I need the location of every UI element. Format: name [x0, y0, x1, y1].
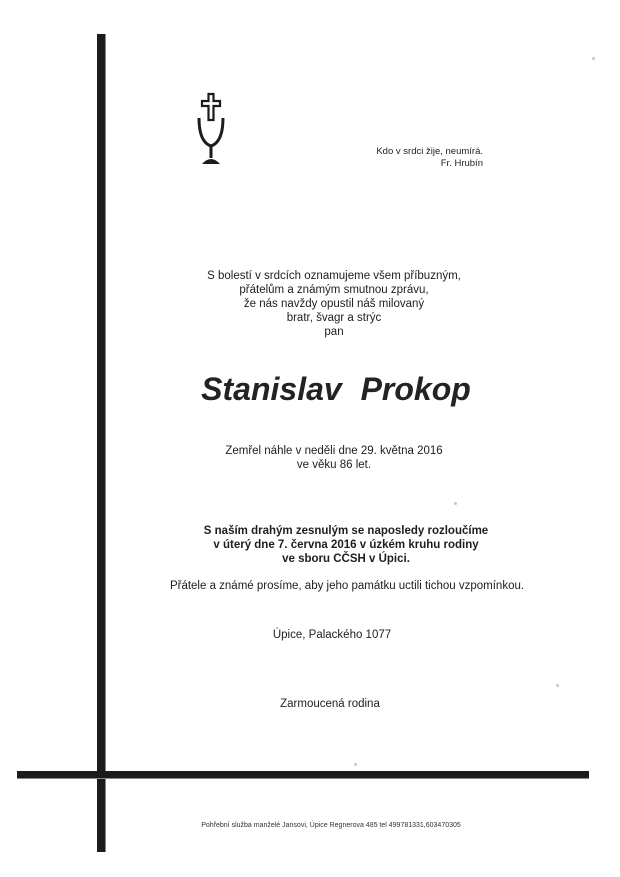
- signature-text: Zarmoucená rodina: [280, 698, 380, 710]
- mourning-vertical-bar: [97, 34, 105, 852]
- quote-text: Kdo v srdci žije, neumírá.: [376, 146, 483, 157]
- announcement-line: bratr, švagr a strýc: [286, 312, 382, 324]
- funeral-service-footer: Pohřební služba manželé Jansovi, Úpice Regnerova 485 tel 499781331,603470305: [201, 822, 461, 829]
- farewell-line: v úterý dne 7. června 2016 v úzkém kruhu rodiny: [213, 539, 479, 551]
- death-line: Zemřel náhle v neděli dne 29. května 2016: [225, 445, 443, 457]
- paper-speck: [592, 57, 595, 60]
- mourning-horizontal-bar-shadow: [17, 778, 589, 779]
- request-text: Přátele a známé prosíme, aby jeho památku uctili tichou vzpomínkou.: [169, 580, 525, 592]
- paper-speck: [556, 684, 559, 687]
- announcement-line: pan: [324, 326, 344, 338]
- farewell-line: ve sboru CČSH v Úpici.: [282, 553, 410, 565]
- deceased-name: Stanislav Prokop: [201, 371, 471, 407]
- announcement-line: S bolestí v srdcích oznamujeme všem příbuzným,: [207, 270, 461, 282]
- farewell-line: S naším drahým zesnulým se naposledy rozloučíme: [203, 525, 489, 537]
- address-text: Úpice, Palackého 1077: [272, 629, 392, 641]
- paper-speck: [454, 502, 457, 505]
- announcement-line: že nás navždy opustil náš milovaný: [243, 298, 425, 310]
- death-line: ve věku 86 let.: [296, 459, 372, 471]
- paper-speck: [354, 763, 357, 766]
- announcement-line: přátelům a známým smutnou zprávu,: [239, 284, 429, 296]
- chalice-cross-icon: [196, 92, 226, 168]
- mourning-vertical-bar-shadow: [105, 34, 106, 852]
- mourning-horizontal-bar: [17, 771, 589, 778]
- quote-author: Fr. Hrubín: [440, 158, 483, 169]
